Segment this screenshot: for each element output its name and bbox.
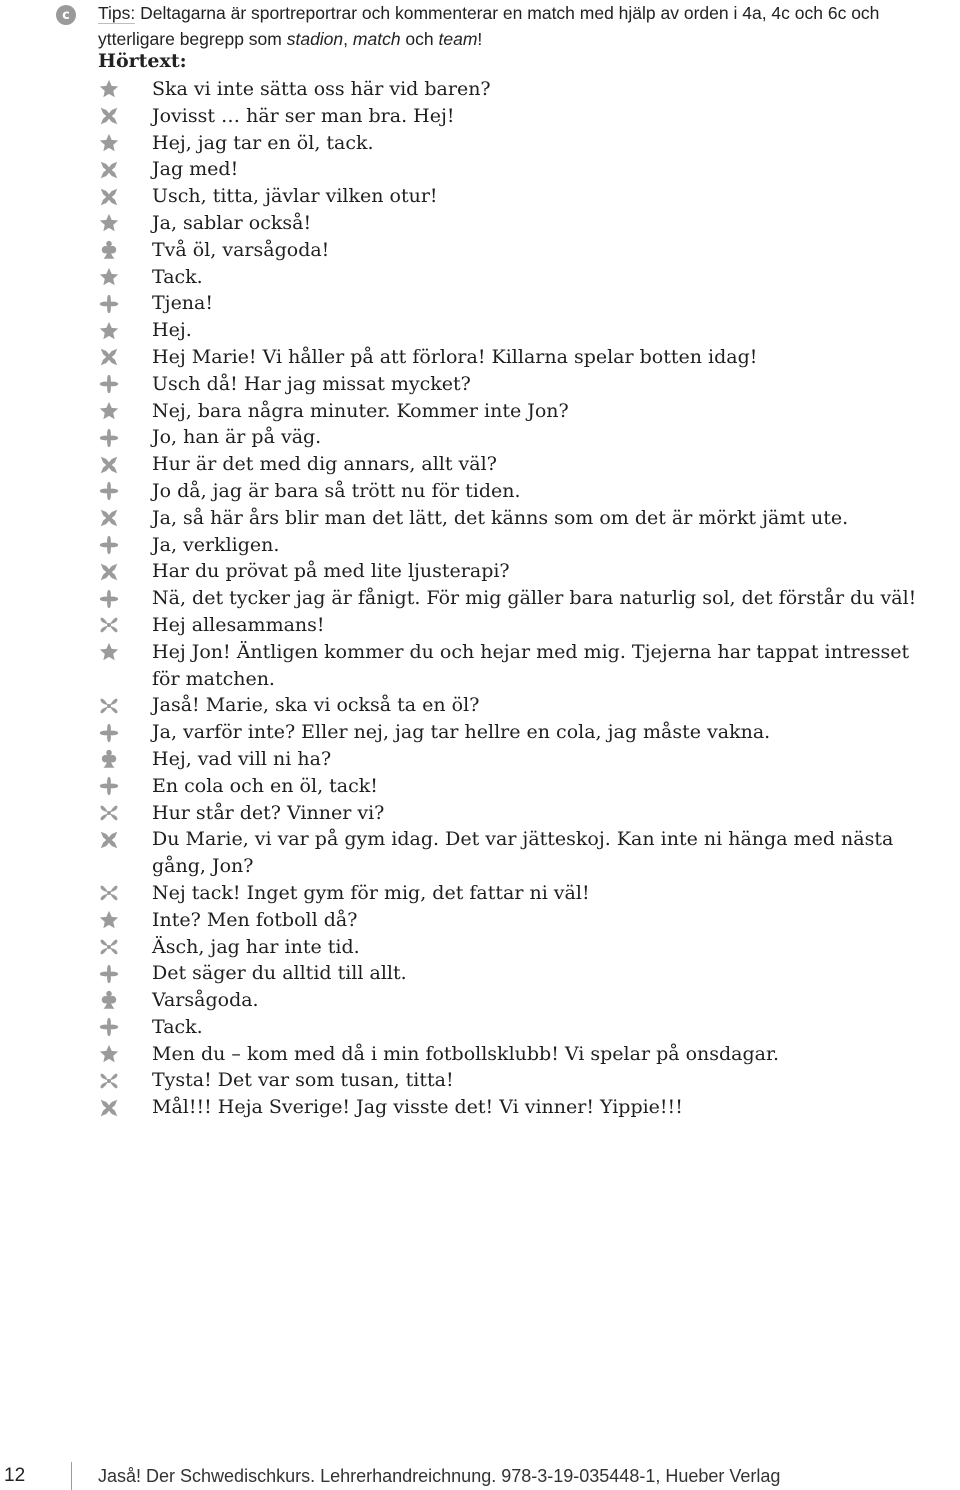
dialog-line: [96, 558, 936, 585]
dialog-text: Nej, bara några minuter. Kommer inte Jon?: [152, 399, 569, 422]
propeller-icon: [96, 1067, 152, 1094]
term-team: team: [438, 29, 478, 49]
dialog-text: En cola och en öl, tack!: [152, 774, 378, 797]
dialog-line: [96, 424, 936, 451]
dialog-text: Du Marie, vi var på gym idag. Det var jätteskoj. Kan inte ni hänga med nästa gång, Jon?: [152, 828, 894, 878]
star-icon: [96, 317, 152, 344]
dialog-text: Har du prövat på med lite ljusterapi?: [152, 560, 510, 583]
propeller-icon: [96, 880, 152, 907]
plus-icon: [96, 424, 152, 451]
plus-icon: [96, 960, 152, 987]
dialog-text: Ja, verkligen.: [152, 533, 280, 556]
dialog-line: [96, 773, 936, 800]
star-icon: [96, 639, 152, 666]
plus-icon: [96, 371, 152, 398]
cross-icon: [96, 103, 152, 130]
tips-label: Tips:: [98, 3, 136, 23]
footer-citation: Jaså! Der Schwedischkurs. Lehrerhandreichnung. 978-3-19-035448-1, Hueber Verlag: [98, 1466, 781, 1486]
dialog-text: Usch då! Har jag missat mycket?: [152, 372, 471, 395]
dialog-line: [96, 800, 936, 827]
cross-icon: [96, 505, 152, 532]
star-icon: [96, 76, 152, 103]
tips-end: !: [477, 29, 483, 49]
dialog-line: [96, 532, 936, 559]
dialog-text: Två öl, varsågoda!: [152, 238, 330, 261]
club-icon: [96, 746, 152, 773]
star-icon: [96, 264, 152, 291]
dialog-text: Nej tack! Inget gym för mig, det fattar ni väl!: [152, 881, 590, 904]
dialog-line: [96, 210, 936, 237]
hortext-title: Hörtext:: [98, 50, 187, 72]
dialog-line: [96, 1067, 936, 1094]
cross-icon: [96, 826, 152, 853]
dialog-text: Men du – kom med då i min fotbollsklubb! Vi spelar på onsdagar.: [152, 1042, 780, 1065]
dialog-text: Usch, titta, jävlar vilken otur!: [152, 185, 438, 208]
section-c-badge: c: [56, 5, 76, 25]
dialog-line: [96, 1014, 936, 1041]
dialog-text: Tjena!: [152, 292, 214, 315]
dialog-line: [96, 103, 936, 130]
dialog-line: [96, 612, 936, 639]
dialog-text: Hur står det? Vinner vi?: [152, 801, 385, 824]
dialog-line: [96, 344, 936, 371]
cross-icon: [96, 344, 152, 371]
plus-icon: [96, 532, 152, 559]
dialog-line: [96, 478, 936, 505]
dialog-text: Inte? Men fotboll då?: [152, 908, 358, 931]
plus-icon: [96, 290, 152, 317]
dialog-line: [96, 237, 936, 264]
dialog-text: Ja, varför inte? Eller nej, jag tar hellre en cola, jag måste vakna.: [152, 721, 771, 744]
cross-icon: [96, 1094, 152, 1121]
dialog-text: Hej, jag tar en öl, tack.: [152, 131, 374, 154]
tips-text: [98, 0, 960, 52]
dialog-text: Hej, vad vill ni ha?: [152, 747, 332, 770]
term-match: match: [352, 29, 401, 49]
dialog-text: Hej allesammans!: [152, 613, 325, 636]
star-icon: [96, 1041, 152, 1068]
dialog-line: [96, 264, 936, 291]
dialog-line: [96, 76, 936, 103]
dialog-line: [96, 398, 936, 425]
dialog-text: Tysta! Det var som tusan, titta!: [152, 1069, 454, 1092]
dialog-line: [96, 451, 936, 478]
dialog-text: Jovisst … här ser man bra. Hej!: [152, 104, 455, 127]
star-icon: [96, 907, 152, 934]
plus-icon: [96, 773, 152, 800]
plus-icon: [96, 1014, 152, 1041]
star-icon: [96, 130, 152, 157]
dialog-text: Ja, så här års blir man det lätt, det känns som om det är mörkt jämt ute.: [152, 506, 849, 529]
dialog-line: [96, 183, 936, 210]
page-number: 12: [0, 1462, 72, 1490]
dialog-line: [96, 156, 936, 183]
propeller-icon: [96, 800, 152, 827]
club-icon: [96, 237, 152, 264]
plus-icon: [96, 478, 152, 505]
dialog-text: Ska vi inte sätta oss här vid baren?: [152, 78, 491, 100]
cross-icon: [96, 183, 152, 210]
dialog-line: [96, 746, 936, 773]
dialog-line: [96, 719, 936, 746]
cross-icon: [96, 156, 152, 183]
dialog-line: [96, 290, 936, 317]
dialog-line: [96, 371, 936, 398]
dialog-text: Mål!!! Heja Sverige! Jag visste det! Vi vinner! Yippie!!!: [152, 1096, 683, 1119]
dialog-text: Äsch, jag har inte tid.: [152, 935, 360, 958]
dialog-text: Hej Marie! Vi håller på att förlora! Killarna spelar botten idag!: [152, 345, 758, 368]
dialog-text: Jaså! Marie, ska vi också ta en öl?: [152, 694, 480, 717]
tips-comma: ,: [343, 29, 353, 49]
dialog-text: Tack.: [152, 265, 203, 288]
dialog-line: [96, 1094, 936, 1121]
star-icon: [96, 398, 152, 425]
dialog-line: [96, 934, 936, 961]
dialog-text: Hur är det med dig annars, allt väl?: [152, 453, 497, 476]
dialog-line: [96, 505, 936, 532]
cross-icon: [96, 558, 152, 585]
dialog-transcript: [96, 76, 936, 1121]
dialog-line: [96, 907, 936, 934]
dialog-line: [96, 987, 936, 1014]
dialog-text: Tack.: [152, 1015, 203, 1038]
propeller-icon: [96, 934, 152, 961]
dialog-line: [96, 826, 936, 880]
dialog-text: Ja, sablar också!: [152, 211, 312, 234]
dialog-text: Hej Jon! Äntligen kommer du och hejar med mig. Tjejerna har tappat intresset för matchen.: [152, 640, 910, 690]
tips-text-part: Deltagarna är sportreportrar och kommenterar en match med hjälp av orden i 4a, 4c och 6c och ytterligare begrepp som: [98, 3, 880, 49]
dialog-text: Jo, han är på väg.: [152, 426, 322, 449]
club-icon: [96, 987, 152, 1014]
dialog-line: [96, 692, 936, 719]
dialog-line: [96, 1041, 936, 1068]
dialog-line: [96, 639, 936, 693]
dialog-line: [96, 130, 936, 157]
dialog-text: Jag med!: [152, 158, 239, 181]
dialog-line: [96, 317, 936, 344]
tips-and: och: [400, 29, 439, 49]
dialog-text: Varsågoda.: [152, 989, 259, 1012]
propeller-icon: [96, 612, 152, 639]
dialog-text: Det säger du alltid till allt.: [152, 962, 407, 985]
dialog-line: [96, 880, 936, 907]
cross-icon: [96, 451, 152, 478]
dialog-text: Jo då, jag är bara så trött nu för tiden.: [152, 479, 521, 502]
plus-icon: [96, 585, 152, 612]
plus-icon: [96, 719, 152, 746]
dialog-line: [96, 960, 936, 987]
dialog-text: Nä, det tycker jag är fånigt. För mig gäller bara naturlig sol, det förstår du väl!: [152, 587, 917, 610]
dialog-line: [96, 585, 936, 612]
dialog-text: Hej.: [152, 319, 192, 342]
star-icon: [96, 210, 152, 237]
propeller-icon: [96, 692, 152, 719]
term-stadion: stadion: [286, 29, 344, 49]
